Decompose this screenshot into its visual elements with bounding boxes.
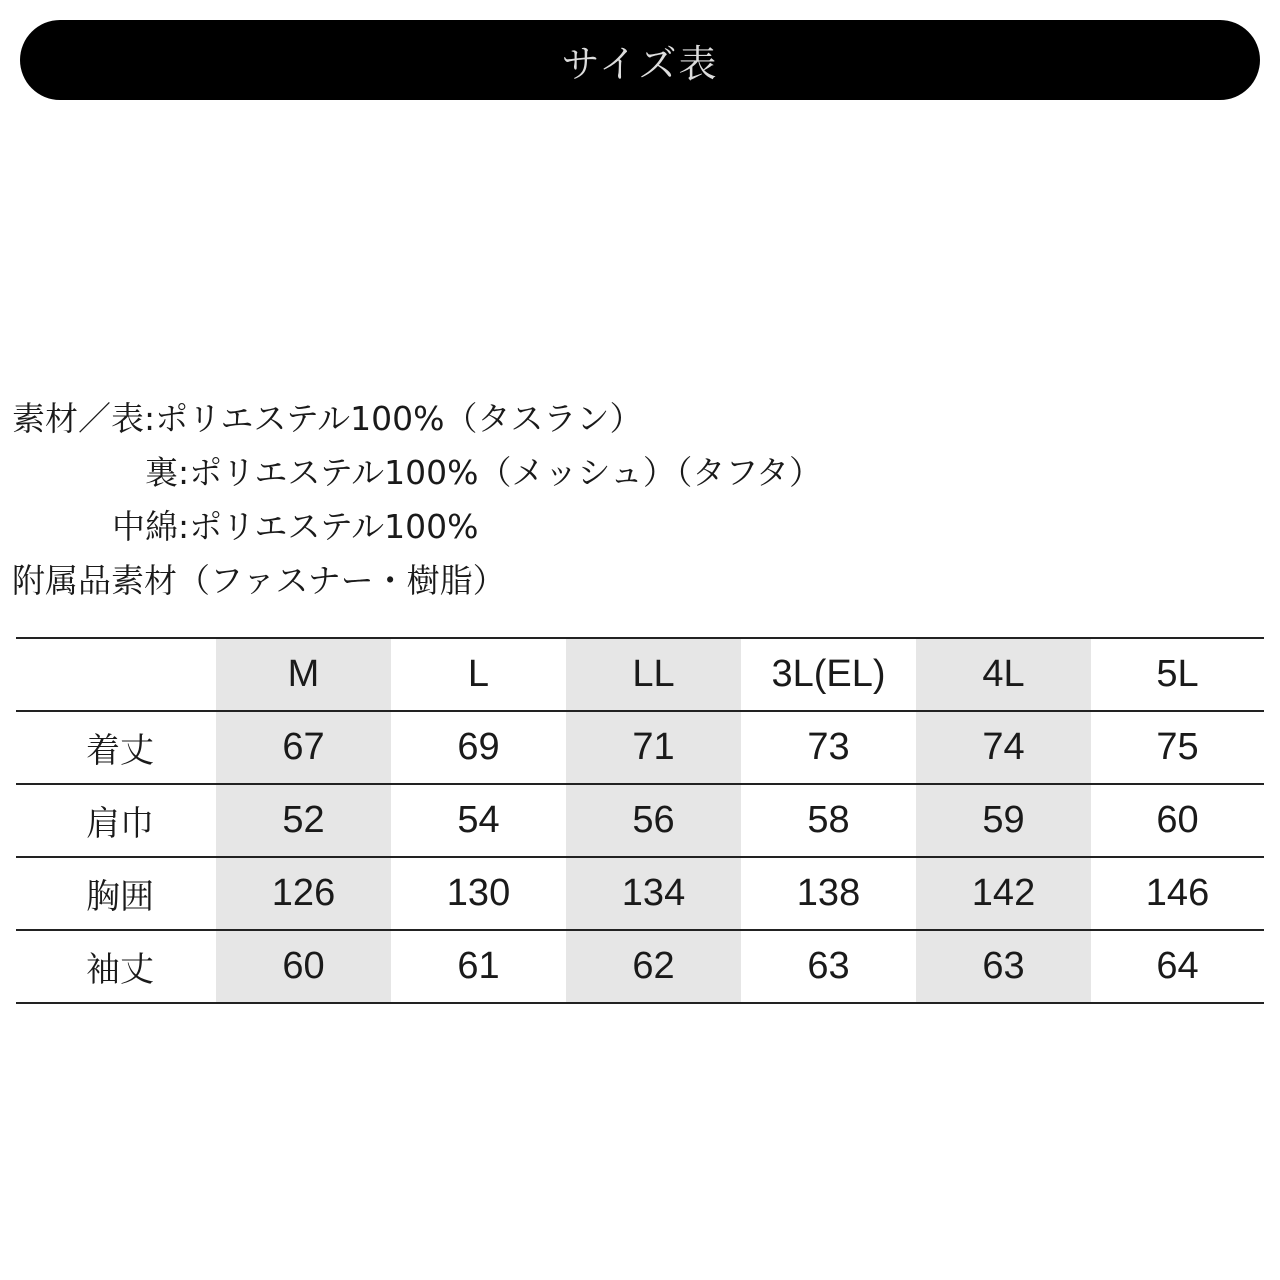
table-cell: 61 bbox=[391, 930, 566, 1003]
table-cell: 130 bbox=[391, 857, 566, 930]
table-cell: 60 bbox=[216, 930, 391, 1003]
material-line-outer bbox=[12, 392, 822, 446]
material-value: ポリエステル100%（タスラン） bbox=[155, 399, 643, 438]
material-separator: : bbox=[178, 453, 190, 492]
table-cell: 63 bbox=[741, 930, 916, 1003]
table-cell: 52 bbox=[216, 784, 391, 857]
row-label-cell: 肩巾 bbox=[16, 784, 216, 857]
table-cell: 126 bbox=[216, 857, 391, 930]
size-header-cell: M bbox=[216, 638, 391, 711]
material-separator: : bbox=[178, 507, 190, 546]
table-row bbox=[16, 711, 1264, 784]
table-cell: 60 bbox=[1091, 784, 1264, 857]
row-label-cell: 着丈 bbox=[16, 711, 216, 784]
table-cell: 134 bbox=[566, 857, 741, 930]
material-key: 附属品素材（ファスナー・樹脂） bbox=[12, 561, 506, 600]
page-title: サイズ表 bbox=[561, 41, 719, 86]
table-header-row bbox=[16, 638, 1264, 711]
size-header-cell: 3L(EL) bbox=[741, 638, 916, 711]
header-corner-cell bbox=[16, 638, 216, 711]
table-cell: 69 bbox=[391, 711, 566, 784]
table-cell: 73 bbox=[741, 711, 916, 784]
table-cell: 63 bbox=[916, 930, 1091, 1003]
table-cell: 142 bbox=[916, 857, 1091, 930]
table-row bbox=[16, 930, 1264, 1003]
table-cell: 71 bbox=[566, 711, 741, 784]
row-label-cell: 胸囲 bbox=[16, 857, 216, 930]
material-key: 裏 bbox=[145, 453, 178, 492]
table-cell: 59 bbox=[916, 784, 1091, 857]
size-header-cell: 5L bbox=[1091, 638, 1264, 711]
table-cell: 75 bbox=[1091, 711, 1264, 784]
table-cell: 64 bbox=[1091, 930, 1264, 1003]
table-cell: 58 bbox=[741, 784, 916, 857]
table-cell: 54 bbox=[391, 784, 566, 857]
material-line-padding bbox=[12, 500, 822, 554]
size-header-cell: 4L bbox=[916, 638, 1091, 711]
table-cell: 138 bbox=[741, 857, 916, 930]
table-cell: 67 bbox=[216, 711, 391, 784]
size-header-cell: L bbox=[391, 638, 566, 711]
title-banner bbox=[20, 20, 1260, 100]
material-key: 中綿 bbox=[112, 507, 178, 546]
table-cell: 146 bbox=[1091, 857, 1264, 930]
size-header-cell: LL bbox=[566, 638, 741, 711]
material-line-accessories bbox=[12, 554, 822, 608]
material-value: ポリエステル100% bbox=[189, 507, 479, 546]
table-cell: 62 bbox=[566, 930, 741, 1003]
table-row bbox=[16, 857, 1264, 930]
materials-block bbox=[12, 392, 822, 608]
material-value: ポリエステル100%（メッシュ）（タフタ） bbox=[189, 453, 823, 492]
table-cell: 74 bbox=[916, 711, 1091, 784]
material-line-lining bbox=[12, 446, 822, 500]
table-cell: 56 bbox=[566, 784, 741, 857]
table-row bbox=[16, 784, 1264, 857]
material-separator: : bbox=[144, 399, 156, 438]
material-key: 素材／表 bbox=[12, 399, 144, 438]
size-table bbox=[16, 637, 1264, 1004]
row-label-cell: 袖丈 bbox=[16, 930, 216, 1003]
